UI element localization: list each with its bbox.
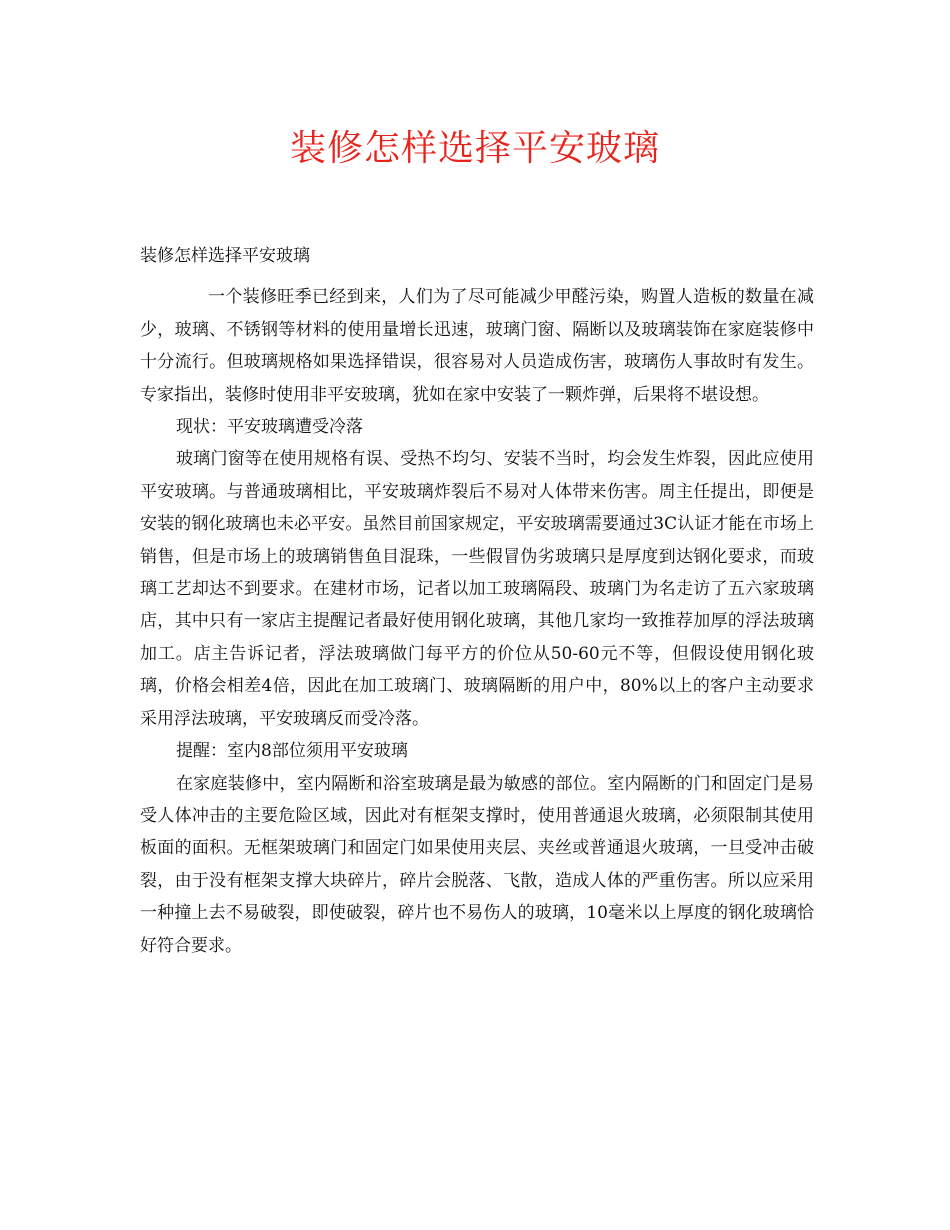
paragraph-reminder: 在家庭装修中，室内隔断和浴室玻璃是最为敏感的部位。室内隔断的门和固定门是易受人体冲击的主要危险区域，因此对有框架支撑时，使用普通退火玻璃，必须限制其使用板面的面积。无框架玻璃门和固定门如果使用夹层、夹丝或普通退火玻璃，一旦受冲击破裂，由于没有框架支撑大块碎片，碎片会脱落、飞散，造成人体的严重伤害。所以应采用一种撞上去不易破裂，即使破裂，碎片也不易伤人的玻璃，10毫米以上厚度的钢化玻璃恰好符合要求。 [140, 773, 814, 956]
document-body [140, 240, 814, 962]
section-heading-status: 现状：平安玻璃遭受冷落 [176, 417, 363, 438]
paragraph-intro: 一个装修旺季已经到来，人们为了尽可能减少甲醛污染，购置人造板的数量在减少，玻璃、不锈钢等材料的使用量增长迅速，玻璃门窗、隔断以及玻璃装饰在家庭装修中十分流行。但玻璃规格如果选择错误，很容易对人员造成伤害，玻璃伤人事故时有发生。专家指出，装修时使用非平安玻璃，犹如在家中安装了一颗炸弹，后果将不堪设想。 [140, 287, 814, 405]
paragraph-status: 玻璃门窗等在使用规格有误、受热不均匀、安装不当时，均会发生炸裂，因此应使用平安玻璃。与普通玻璃相比，平安玻璃炸裂后不易对人体带来伤害。周主任提出，即便是安装的钢化玻璃也未必平安。虽然目前国家规定，平安玻璃需要通过3C认证才能在市场上销售，但是市场上的玻璃销售鱼目混珠，一些假冒伪劣玻璃只是厚度到达钢化要求，而玻璃工艺却达不到要求。在建材市场，记者以加工玻璃隔段、玻璃门为名走访了五六家玻璃店，其中只有一家店主提醒记者最好使用钢化玻璃，其他几家均一致推荐加厚的浮法玻璃加工。店主告诉记者，浮法玻璃做门每平方的价位从50-60元不等，但假设使用钢化玻璃，价格会相差4倍，因此在加工玻璃门、玻璃隔断的用户中，80%以上的客户主动要求采用浮法玻璃，平安玻璃反而受冷落。 [140, 449, 814, 729]
page-title: 装修怎样选择平安玻璃 [289, 128, 660, 169]
section-heading-reminder: 提醒：室内8部位须用平安玻璃 [176, 741, 408, 762]
document-subtitle: 装修怎样选择平安玻璃 [140, 246, 310, 266]
